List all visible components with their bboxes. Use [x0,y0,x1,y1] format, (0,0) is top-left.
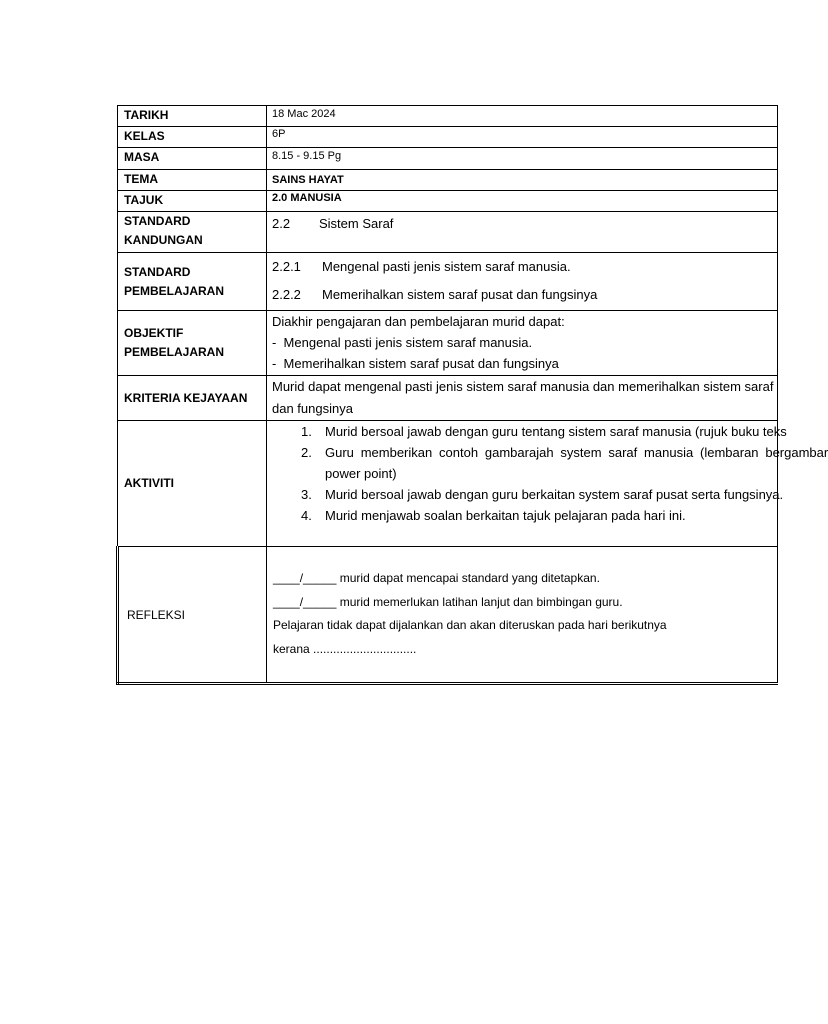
standard-pembelajaran-label-line2: PEMBELAJARAN [124,283,225,298]
aktiviti-item [272,484,784,505]
standard-pembelajaran-item [272,257,777,285]
kelas-value: 6P [267,127,778,148]
aktiviti-item-text-cont: power point) [325,466,397,481]
aktiviti-list [272,421,828,526]
objektif-item: - Memerihalkan sistem saraf pusat dan fungsinya [272,356,559,371]
tajuk-label: TAJUK [118,191,267,212]
objektif-item: - Mengenal pasti jenis sistem saraf manusia. [272,335,533,350]
aktiviti-item-number: 3. [301,487,312,502]
row-tajuk [118,191,778,212]
tajuk-value: 2.0 MANUSIA [267,191,778,212]
aktiviti-item-number: 2. [301,445,312,460]
refleksi-line: ____/_____ murid dapat mencapai standard yang ditetapkan. [273,571,600,585]
row-standard-kandungan [118,212,778,253]
aktiviti-value [267,421,828,547]
aktiviti-label: AKTIVITI [118,421,267,547]
standard-pembelajaran-item-text: Mengenal pasti jenis sistem saraf manusia. [322,259,571,274]
standard-kandungan-label-line1: STANDARD [124,214,191,228]
masa-value: 8.15 - 9.15 Pg [267,148,778,170]
kelas-label: KELAS [118,127,267,148]
refleksi-line: ____/_____ murid memerlukan latihan lanjut dan bimbingan guru. [273,594,623,609]
row-kelas [118,127,778,148]
standard-pembelajaran-item-text: Memerihalkan sistem saraf pusat dan fungsinya [322,287,598,302]
standard-pembelajaran-item [272,285,777,305]
aktiviti-item-text: Murid menjawab soalan berkaitan tajuk pelajaran pada hari ini. [325,508,686,523]
row-refleksi [118,547,778,684]
objektif-label [118,311,267,376]
kriteria-line: dan fungsinya [272,401,353,416]
objektif-intro: Diakhir pengajaran dan pembelajaran murid dapat: [272,314,565,329]
aktiviti-item-text: Murid bersoal jawab dengan guru berkaitan system saraf pusat serta fungsinya. [325,487,784,502]
standard-kandungan-text: Sistem Saraf [319,216,394,231]
aktiviti-item-number: 1. [301,424,312,439]
standard-kandungan-value [267,212,778,253]
refleksi-label: REFLEKSI [118,547,267,684]
row-aktiviti [118,421,778,547]
aktiviti-item-number: 4. [301,508,312,523]
standard-pembelajaran-item-number: 2.2.2 [272,287,301,302]
aktiviti-item [272,442,828,484]
masa-label: MASA [118,148,267,170]
row-kriteria [118,376,778,421]
row-objektif [118,311,778,376]
kriteria-label: KRITERIA KEJAYAAN [118,376,267,421]
tema-value: SAINS HAYAT [267,170,778,191]
standard-pembelajaran-label [118,253,267,311]
standard-kandungan-label-line2: KANDUNGAN [124,233,203,247]
refleksi-line: kerana ............................... [273,641,417,656]
standard-pembelajaran-item-number: 2.2.1 [272,259,301,274]
kriteria-value [267,376,778,421]
objektif-value [267,311,778,376]
standard-pembelajaran-value [267,253,778,311]
aktiviti-item [272,505,777,526]
row-tema [118,170,778,191]
aktiviti-item [272,421,787,442]
row-standard-pembelajaran [118,253,778,311]
standard-pembelajaran-label-line1: STANDARD [124,264,191,279]
refleksi-line: Pelajaran tidak dapat dijalankan dan akan diteruskan pada hari berikutnya [273,618,667,632]
standard-kandungan-number: 2.2 [272,216,291,231]
aktiviti-item-text: Guru memberikan contoh gambarajah system saraf manusia (lembaran bergambar [325,445,828,460]
aktiviti-item-text: Murid bersoal jawab dengan guru tentang sistem saraf manusia (rujuk buku teks [325,424,787,439]
refleksi-value [267,547,778,684]
tarikh-value: 18 Mac 2024 [267,106,778,127]
row-tarikh [118,106,778,127]
lesson-plan-table [116,105,828,685]
tarikh-label: TARIKH [118,106,267,127]
tema-label: TEMA [118,170,267,191]
row-masa [118,148,778,170]
standard-kandungan-label [118,212,267,253]
objektif-label-line1: OBJEKTIF [124,326,184,340]
objektif-label-line2: PEMBELAJARAN [124,345,225,359]
kriteria-line: Murid dapat mengenal pasti jenis sistem saraf manusia dan memerihalkan sistem saraf [272,379,774,394]
